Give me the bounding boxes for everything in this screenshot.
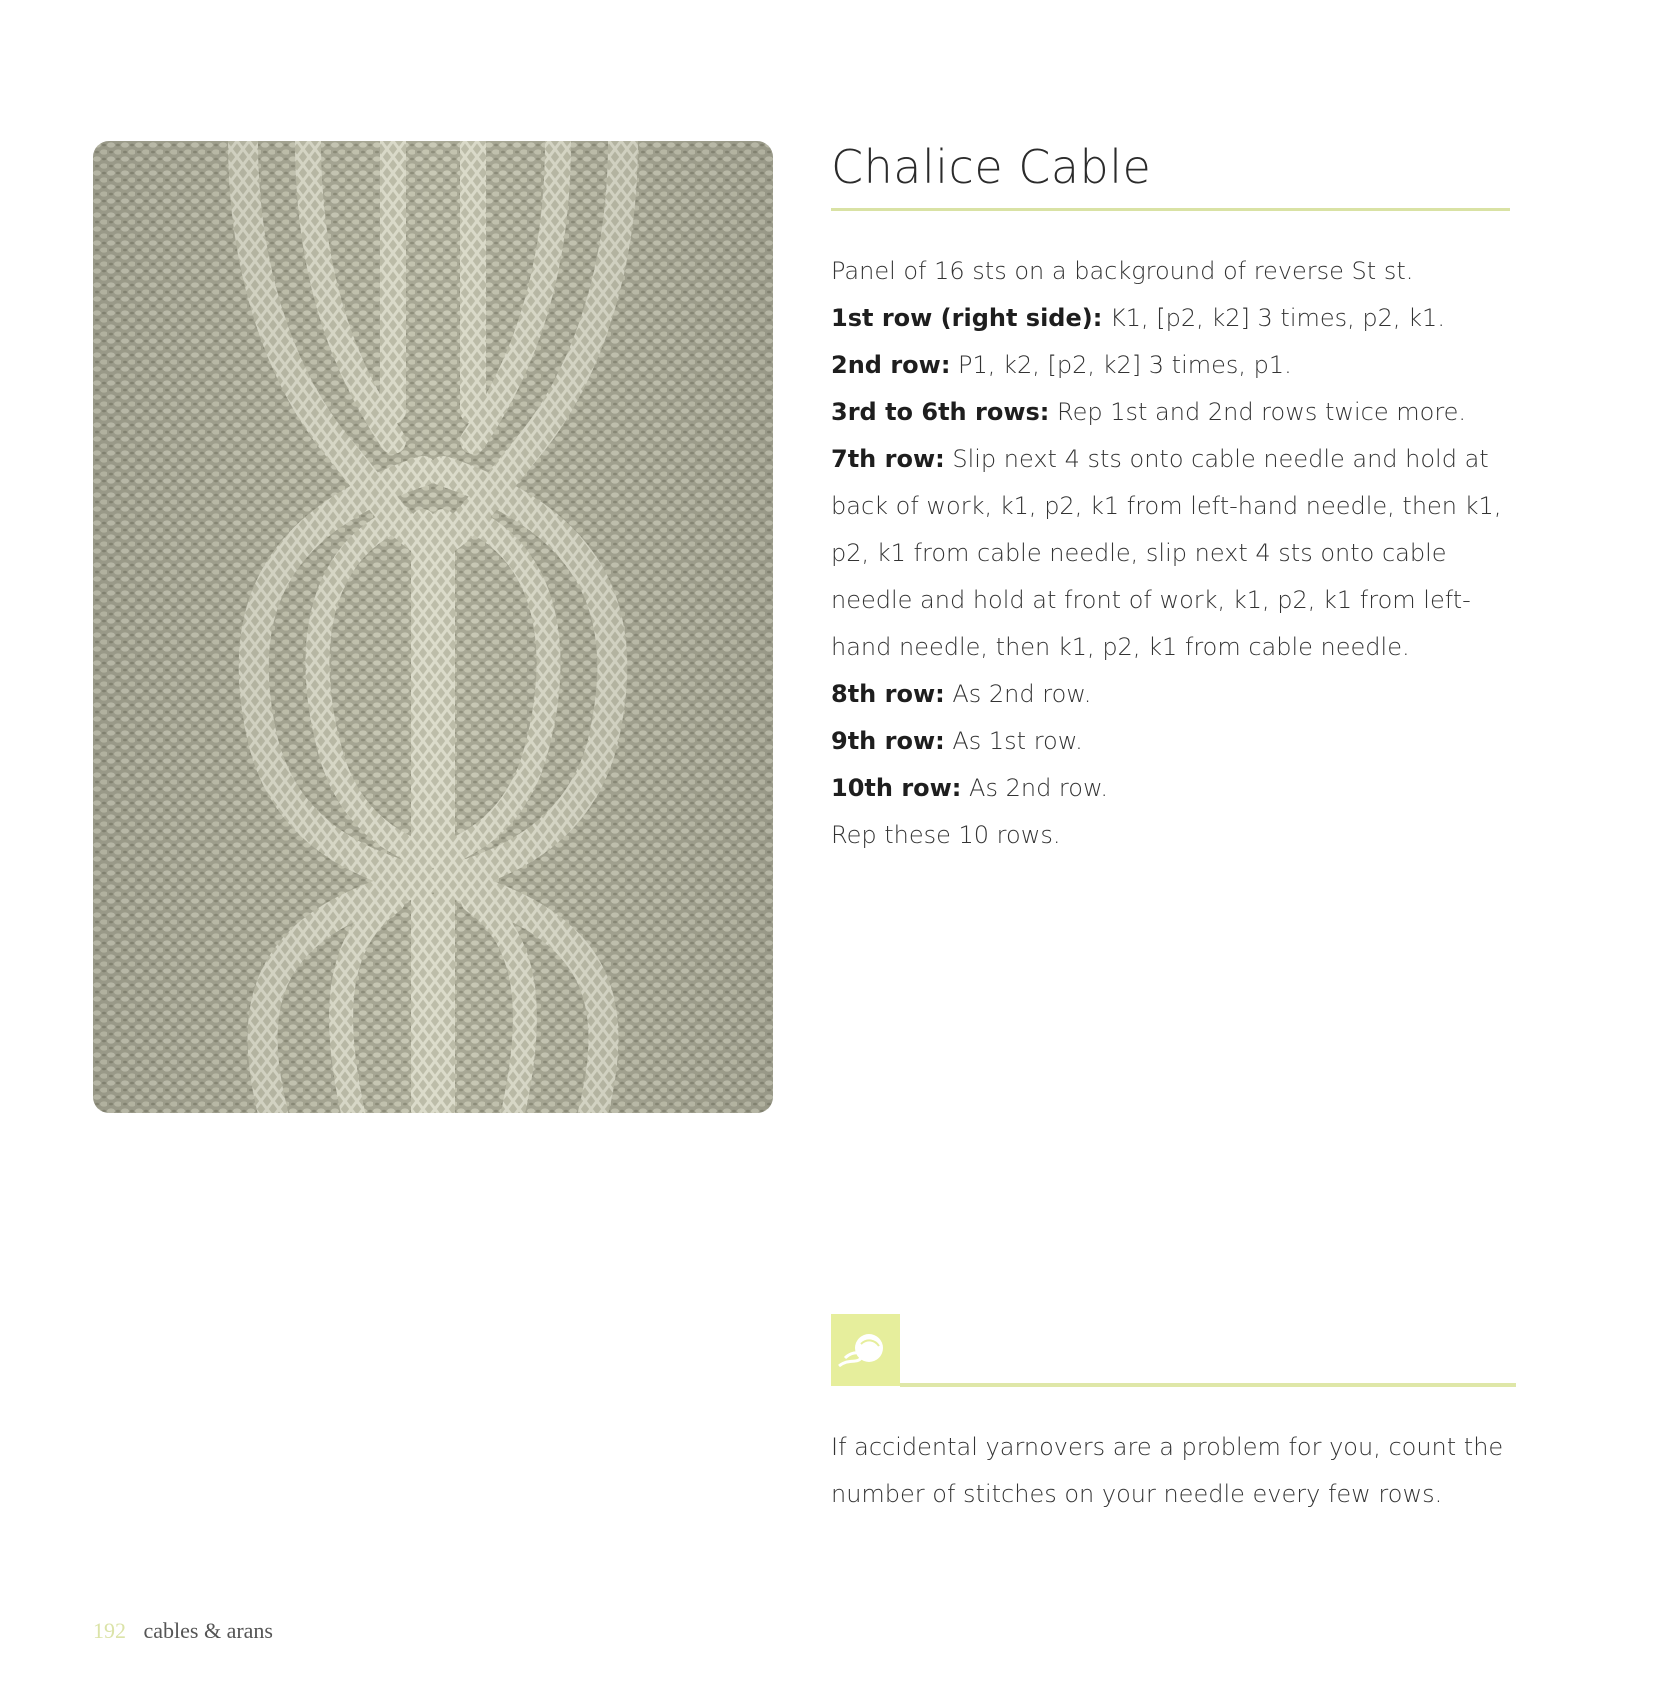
knitted-swatch-image	[93, 141, 773, 1113]
instruction-line: 10th row: As 2nd row.	[831, 774, 1109, 802]
instruction-line: Panel of 16 sts on a background of reverse St st.	[831, 257, 1414, 285]
instruction-line: 1st row (right side): K1, [p2, k2] 3 times, p2, k1.	[831, 304, 1445, 332]
instruction-line: 3rd to 6th rows: Rep 1st and 2nd rows twice more.	[831, 398, 1467, 426]
swatch-photo	[93, 141, 773, 1113]
tip-box	[831, 1314, 900, 1386]
tip-text: If accidental yarnovers are a problem for you, count the number of stitches on your needle every few rows.	[831, 1433, 1504, 1508]
pattern-title: Chalice Cable	[831, 140, 1152, 194]
instruction-line: 8th row: As 2nd row.	[831, 680, 1092, 708]
page-footer	[93, 1618, 273, 1644]
title-divider	[831, 208, 1510, 211]
instruction-line: Rep these 10 rows.	[831, 821, 1061, 849]
section-name: cables & arans	[143, 1618, 273, 1643]
instruction-line: 9th row: As 1st row.	[831, 727, 1083, 755]
yarn-ball-icon	[831, 1314, 900, 1386]
page-number: 192	[93, 1618, 126, 1643]
tip-divider	[900, 1383, 1516, 1387]
instruction-line: 2nd row: P1, k2, [p2, k2] 3 times, p1.	[831, 351, 1292, 379]
instruction-line: 7th row: Slip next 4 sts onto cable needle and hold at back of work, k1, p2, k1 from left-hand needle, then k1, p2, k1 from cable needle, slip next 4 sts onto cable needle and hold at front of work, k1, p2, k1 from left-hand needle, then k1, p2, k1 from cable needle.	[831, 445, 1502, 661]
pattern-instructions	[831, 248, 1521, 859]
